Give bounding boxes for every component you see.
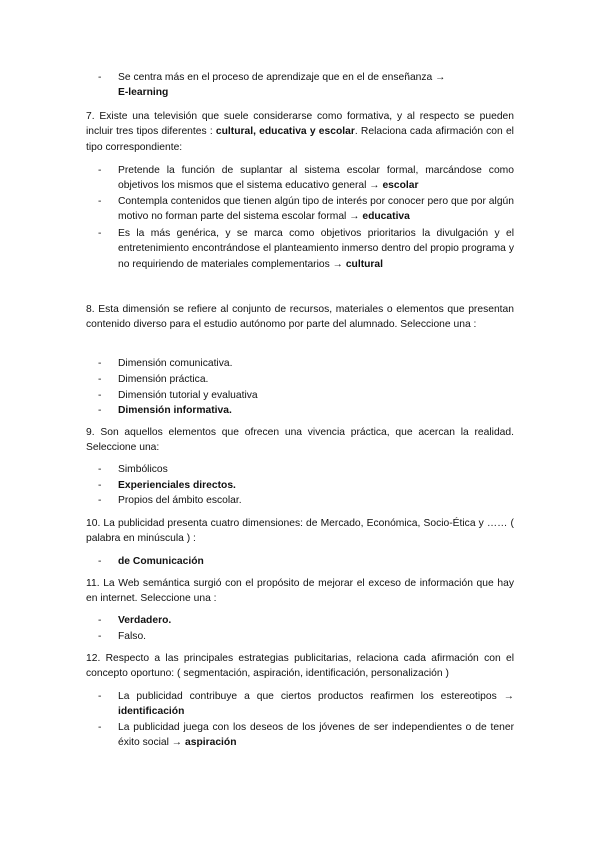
bullet-dash: - [98,358,102,369]
option-item-correct [98,403,514,418]
list-item [98,194,514,225]
bullet-dash: - [98,556,102,567]
question-text: La Web semántica surgió con el propósito de mejorar el exceso de información que hay en internet. Seleccione una : [86,578,514,605]
option-item [98,388,514,403]
bullet-dash: - [98,464,102,475]
list-item [98,70,514,101]
option-item-correct [98,478,514,493]
item-answer: E-learning [118,87,169,99]
question-text: Son aquellos elementos que ofrecen una vivencia práctica, que acercan la realidad. Seleccione una: [86,427,514,454]
question-11 [86,576,514,607]
question-7 [86,109,514,155]
item-answer: de Comunicación [118,556,204,567]
question-number: 7. [86,111,95,122]
list-item [98,226,514,272]
bullet-dash: - [98,691,102,702]
question-number: 12. [86,653,101,664]
bullet-dash: - [98,374,102,385]
item-text: Se centra más en el proceso de aprendizaje que en el de enseñanza → [118,72,446,83]
bullet-dash: - [98,722,102,733]
bullet-dash: - [98,495,102,506]
item-answer: cultural [345,258,384,270]
question-text: La publicidad presenta cuatro dimensiones: de Mercado, Económica, Socio-Ética y …… ( palabra en minúscula ) : [86,518,514,545]
option-item [98,629,514,644]
option-item [98,462,514,477]
option-item [98,356,514,371]
question-text: Esta dimensión se refiere al conjunto de recursos, materiales o elementos que presentan contenido diverso para el estudio autónomo por parte del alumnado. Seleccione una : [86,304,514,331]
bullet-dash: - [98,390,102,401]
item-text: Pretende la función de suplantar al sistema escolar formal, marcándose como objetivos los mismos que el sistema educativo general → [118,165,514,192]
bullet-dash: - [98,631,102,642]
item-answer: identificación [118,706,185,718]
item-text: Es la más genérica, y se marca como objetivos prioritarios la divulgación y el entretenimiento encontrándose el planteamiento inmerso dentro del propio programa y no requiriendo de materiales complementarios → [118,228,514,270]
bullet-dash: - [98,615,102,626]
bullet-dash: - [98,480,102,491]
question-text: Existe una televisión que suele considerarse como formativa, y al respecto se pueden incluir tres tipos diferentes : [86,111,514,138]
question-number: 10. [86,518,101,529]
bullet-dash: - [98,165,102,176]
option-text: Falso. [118,631,147,642]
list-item [98,163,514,194]
option-text: Dimensión práctica. [118,374,209,385]
option-item [98,372,514,387]
option-item-correct [98,613,514,628]
item-answer: aspiración [184,737,237,749]
option-text: Dimensión comunicativa. [118,358,233,369]
question-text-b: . Relaciona cada afirmación con el tipo correspondiente: [86,126,514,153]
option-item [98,493,514,508]
list-item [98,689,514,720]
question-number: 9. [86,427,95,438]
item-answer: educativa [362,211,410,223]
item-answer: escolar [382,180,419,192]
answer-item [98,554,514,569]
item-text: La publicidad juega con los deseos de los jóvenes de ser independientes o de tener éxito social → [118,722,514,749]
list-item [98,720,514,751]
item-text: La publicidad contribuye a que ciertos productos reafirmen los estereotipos → [118,691,514,702]
question-number: 8. [86,304,95,315]
bullet-dash: - [98,228,102,239]
option-text: Simbólicos [118,464,168,475]
option-text: Verdadero. [118,615,172,626]
bullet-dash: - [98,72,102,83]
question-number: 11. [86,578,100,589]
question-10 [86,516,514,547]
question-8 [86,302,514,333]
question-12 [86,651,514,682]
option-text: Experienciales directos. [118,480,236,491]
option-text: Dimensión tutorial y evaluativa [118,390,258,401]
bullet-dash: - [98,196,102,207]
item-text: Contempla contenidos que tienen algún tipo de interés por conocer pero que por algún motivo no forman parte del sistema escolar formal → [118,196,514,223]
question-text: Respecto a las principales estrategias publicitarias, relaciona cada afirmación con el concepto oportuno: ( segmentación, aspiración, identificación, personalización ) [86,653,514,680]
question-types: cultural, educativa y escolar [215,126,355,138]
bullet-dash: - [98,405,102,416]
option-text: Propios del ámbito escolar. [118,495,242,506]
question-9 [86,425,514,456]
option-text: Dimensión informativa. [118,405,232,416]
